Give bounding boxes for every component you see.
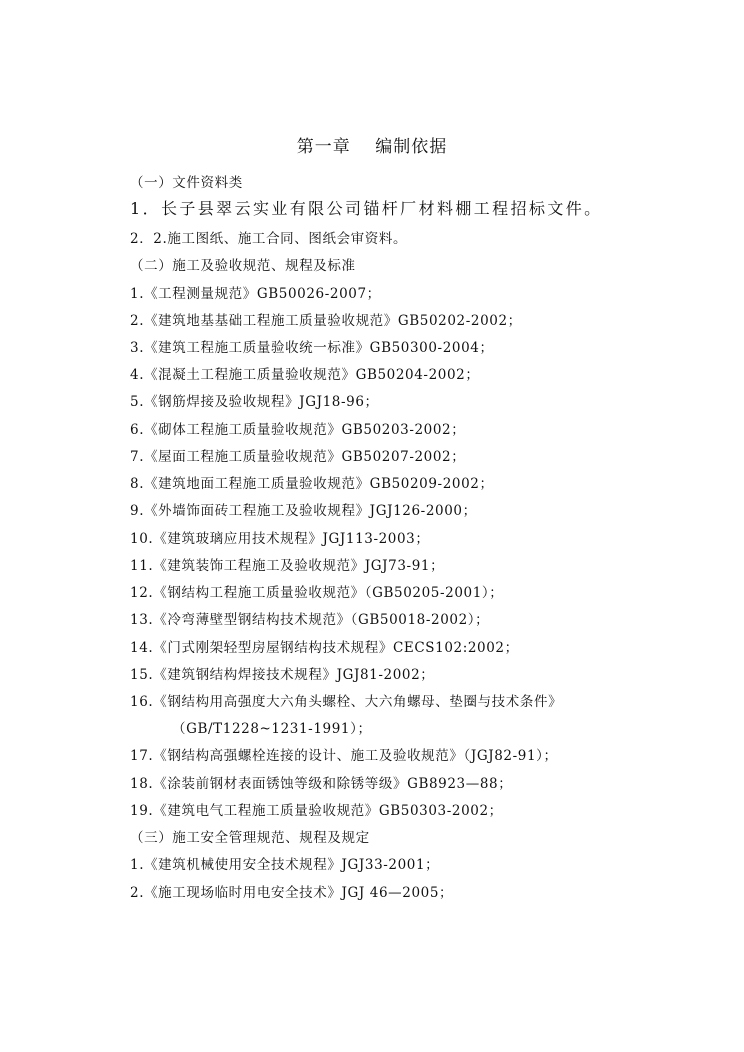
list-item: 16.《钢结构用高强度大六角头螺栓、大六角螺母、垫圈与技术条件》 [130,694,563,710]
list-item: 4.《混凝土工程施工质量验收规范》GB50204-2002； [130,367,480,383]
list-item: 9.《外墙饰面砖工程施工及验收规程》JGJ126-2000； [130,503,477,519]
list-item: 1.《工程测量规范》GB50026-2007； [130,286,381,302]
section-heading-safety: （三）施工安全管理规范、规程及规定 [130,830,370,846]
list-item: 8.《建筑地面工程施工质量验收规范》GB50209-2002； [130,476,494,492]
chapter-title: 第一章 编制依据 [296,137,448,157]
list-item: 14.《门式刚架轻型房屋钢结构技术规程》CECS102:2002； [130,640,519,656]
list-item: 5.《钢筋焊接及验收规程》JGJ18-96； [130,394,379,410]
list-item: 2.《施工现场临时用电安全技术》JGJ 46—2005； [130,885,454,901]
list-item: 10.《建筑玻璃应用技术规程》JGJ113-2003； [130,531,430,547]
list-item: 11.《建筑装饰工程施工及验收规范》JGJ73-91； [130,558,445,574]
list-item: 1.《建筑机械使用安全技术规程》JGJ33-2001； [130,857,440,873]
list-item: 17.《钢结构高强螺栓连接的设计、施工及验收规范》（JGJ82-91）； [130,748,558,764]
list-item: 13.《冷弯薄壁型钢结构技术规范》（GB50018-2002）； [130,612,490,628]
list-item: 18.《涂装前钢材表面锈蚀等级和除锈等级》GB8923—88； [130,776,513,792]
list-item-continuation: （GB/T1228~1231-1991）； [172,721,372,737]
section-heading-documents: （一）文件资料类 [130,175,243,191]
list-item: 19.《建筑电气工程施工质量验收规范》GB50303-2002； [130,803,503,819]
list-item: 2．2.施工图纸、施工合同、图纸会审资料。 [130,231,408,247]
list-item: 15.《建筑钢结构焊接技术规程》JGJ81-2002； [130,667,435,683]
list-item: 6.《砌体工程施工质量验收规范》GB50203-2002； [130,422,466,438]
list-item: 7.《屋面工程施工质量验收规范》GB50207-2002； [130,449,466,465]
section-heading-standards: （二）施工及验收规范、规程及标准 [130,258,356,274]
list-item: 1．长子县翠云实业有限公司锚杆厂材料棚工程招标文件。 [130,199,603,218]
list-item: 12.《钢结构工程施工质量验收规范》（GB50205-2001）； [130,585,504,601]
list-item: 3.《建筑工程施工质量验收统一标准》GB50300-2004； [130,340,494,356]
list-item: 2.《建筑地基基础工程施工质量验收规范》GB50202-2002； [130,313,522,329]
